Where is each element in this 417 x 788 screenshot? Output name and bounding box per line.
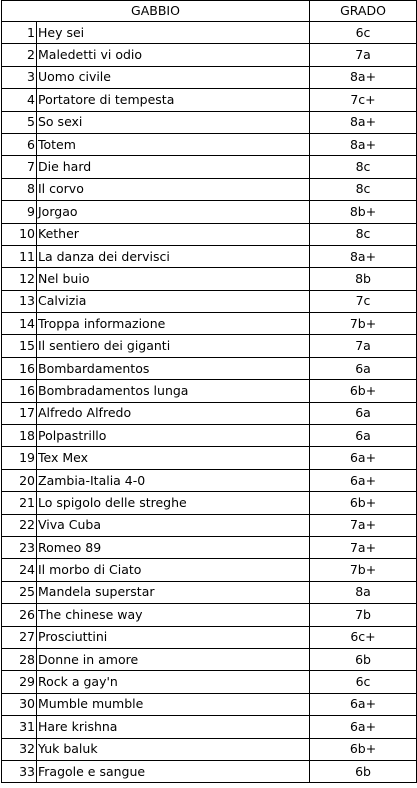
route-grade: 6c+ — [310, 626, 417, 648]
route-number: 12 — [2, 268, 37, 290]
table-row — [2, 402, 417, 424]
route-number: 23 — [2, 536, 37, 558]
table-row — [2, 514, 417, 536]
route-name: Die hard — [37, 156, 310, 178]
route-number: 25 — [2, 581, 37, 603]
table-row — [2, 111, 417, 133]
route-name: Jorgao — [37, 201, 310, 223]
route-number: 15 — [2, 335, 37, 357]
table-row — [2, 536, 417, 558]
route-name: The chinese way — [37, 604, 310, 626]
table-row — [2, 760, 417, 782]
route-name: La danza dei dervisci — [37, 245, 310, 267]
table-row — [2, 335, 417, 357]
route-grade: 6a — [310, 402, 417, 424]
route-name: Viva Cuba — [37, 514, 310, 536]
table-row — [2, 492, 417, 514]
route-grade: 6b — [310, 760, 417, 782]
table-row — [2, 559, 417, 581]
route-name: Prosciuttini — [37, 626, 310, 648]
route-grade: 7a — [310, 44, 417, 66]
route-name: Alfredo Alfredo — [37, 402, 310, 424]
route-number: 6 — [2, 133, 37, 155]
route-name: Donne in amore — [37, 648, 310, 670]
table-row — [2, 156, 417, 178]
route-number: 9 — [2, 201, 37, 223]
route-number: 32 — [2, 738, 37, 760]
route-grade: 8a+ — [310, 111, 417, 133]
route-name: Maledetti vi odio — [37, 44, 310, 66]
table-row — [2, 22, 417, 44]
route-number: 1 — [2, 22, 37, 44]
route-grade: 8a — [310, 581, 417, 603]
route-number: 16 — [2, 357, 37, 379]
route-number: 28 — [2, 648, 37, 670]
header-row — [2, 1, 417, 22]
route-number: 22 — [2, 514, 37, 536]
route-name: Mandela superstar — [37, 581, 310, 603]
route-number: 13 — [2, 290, 37, 312]
route-name: Troppa informazione — [37, 313, 310, 335]
route-name: Bombradamentos lunga — [37, 380, 310, 402]
route-number: 2 — [2, 44, 37, 66]
route-number: 8 — [2, 178, 37, 200]
route-number: 31 — [2, 716, 37, 738]
route-number: 4 — [2, 89, 37, 111]
table-row — [2, 380, 417, 402]
route-number: 5 — [2, 111, 37, 133]
table-row — [2, 425, 417, 447]
route-name: Il sentiero dei giganti — [37, 335, 310, 357]
table-row — [2, 133, 417, 155]
route-grade: 7b+ — [310, 313, 417, 335]
table-row — [2, 693, 417, 715]
route-name: Il corvo — [37, 178, 310, 200]
route-name: Tex Mex — [37, 447, 310, 469]
route-grade: 6a+ — [310, 693, 417, 715]
route-number: 20 — [2, 469, 37, 491]
route-name: Portatore di tempesta — [37, 89, 310, 111]
table-row — [2, 89, 417, 111]
table-row — [2, 738, 417, 760]
route-name: Uomo civile — [37, 66, 310, 88]
route-number: 18 — [2, 425, 37, 447]
table-body — [2, 22, 417, 783]
route-number: 14 — [2, 313, 37, 335]
route-grade: 8b+ — [310, 201, 417, 223]
route-column-header: GABBIO — [2, 1, 310, 22]
route-grade: 6a+ — [310, 447, 417, 469]
route-name: Yuk baluk — [37, 738, 310, 760]
table-row — [2, 313, 417, 335]
table-row — [2, 268, 417, 290]
route-grade: 6c — [310, 671, 417, 693]
table-row — [2, 357, 417, 379]
table-row — [2, 201, 417, 223]
route-name: Nel buio — [37, 268, 310, 290]
route-name: Hey sei — [37, 22, 310, 44]
route-name: Kether — [37, 223, 310, 245]
route-number: 3 — [2, 66, 37, 88]
route-grade: 8c — [310, 156, 417, 178]
table-row — [2, 245, 417, 267]
route-number: 27 — [2, 626, 37, 648]
routes-table — [1, 0, 417, 783]
route-name: Zambia-Italia 4-0 — [37, 469, 310, 491]
route-grade: 6a — [310, 425, 417, 447]
route-number: 16 — [2, 380, 37, 402]
table-row — [2, 716, 417, 738]
route-grade: 7a+ — [310, 514, 417, 536]
route-grade: 6b+ — [310, 492, 417, 514]
route-number: 19 — [2, 447, 37, 469]
table-row — [2, 581, 417, 603]
route-number: 7 — [2, 156, 37, 178]
route-grade: 8c — [310, 223, 417, 245]
route-number: 33 — [2, 760, 37, 782]
table-row — [2, 223, 417, 245]
table-row — [2, 604, 417, 626]
route-number: 21 — [2, 492, 37, 514]
route-name: Hare krishna — [37, 716, 310, 738]
table-row — [2, 290, 417, 312]
route-grade: 6b+ — [310, 738, 417, 760]
route-grade: 8c — [310, 178, 417, 200]
route-number: 29 — [2, 671, 37, 693]
route-name: Lo spigolo delle streghe — [37, 492, 310, 514]
table-row — [2, 447, 417, 469]
route-number: 11 — [2, 245, 37, 267]
route-number: 30 — [2, 693, 37, 715]
route-grade: 7c+ — [310, 89, 417, 111]
route-grade: 6a+ — [310, 469, 417, 491]
route-grade: 7b — [310, 604, 417, 626]
table-row — [2, 648, 417, 670]
route-grade: 7c — [310, 290, 417, 312]
route-grade: 8b — [310, 268, 417, 290]
table-row — [2, 469, 417, 491]
route-name: Calvizia — [37, 290, 310, 312]
route-grade: 8a+ — [310, 245, 417, 267]
route-grade: 6b — [310, 648, 417, 670]
route-name: Rock a gay'n — [37, 671, 310, 693]
route-name: Bombardamentos — [37, 357, 310, 379]
route-name: Polpastrillo — [37, 425, 310, 447]
route-grade: 8a+ — [310, 133, 417, 155]
route-grade: 7b+ — [310, 559, 417, 581]
route-grade: 7a — [310, 335, 417, 357]
table-row — [2, 44, 417, 66]
route-grade: 6a — [310, 357, 417, 379]
table-row — [2, 178, 417, 200]
grade-column-header: GRADO — [310, 1, 417, 22]
route-number: 26 — [2, 604, 37, 626]
route-grade: 7a+ — [310, 536, 417, 558]
route-name: Il morbo di Ciato — [37, 559, 310, 581]
route-grade: 8a+ — [310, 66, 417, 88]
route-grade: 6b+ — [310, 380, 417, 402]
table-row — [2, 626, 417, 648]
table-row — [2, 671, 417, 693]
route-grade: 6a+ — [310, 716, 417, 738]
route-name: Totem — [37, 133, 310, 155]
route-number: 17 — [2, 402, 37, 424]
route-name: So sexi — [37, 111, 310, 133]
route-grade: 6c — [310, 22, 417, 44]
table-row — [2, 66, 417, 88]
route-name: Fragole e sangue — [37, 760, 310, 782]
route-name: Mumble mumble — [37, 693, 310, 715]
route-number: 10 — [2, 223, 37, 245]
route-number: 24 — [2, 559, 37, 581]
route-name: Romeo 89 — [37, 536, 310, 558]
